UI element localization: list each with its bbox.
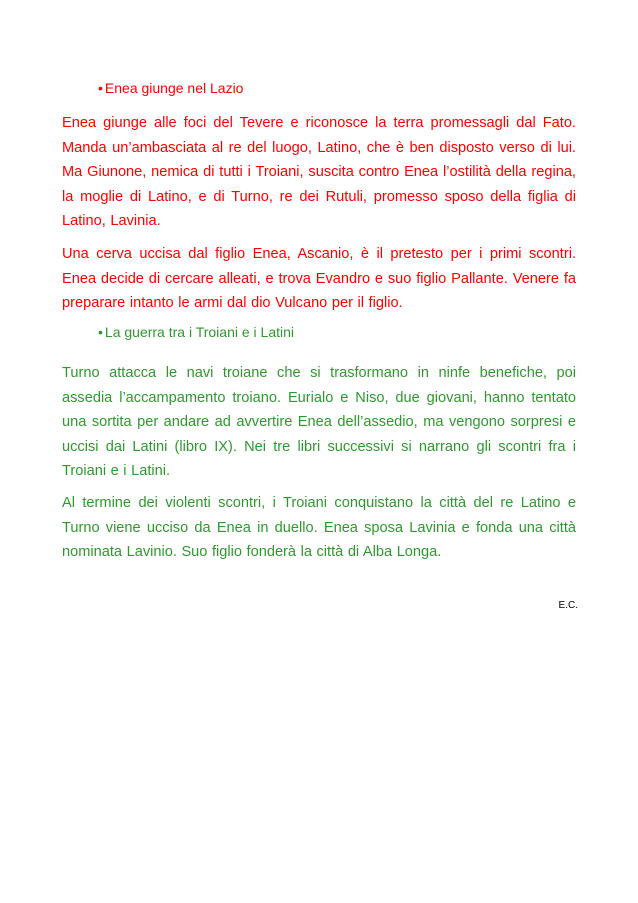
- section1-paragraph-2: Una cerva uccisa dal figlio Enea, Ascanio, è il pretesto per i primi scontri. Enea decide di cercare alleati, e trova Evandro e suo figlio Pallante. Venere fa preparare intanto le armi dal dio Vulcano per il figlio.: [62, 246, 576, 311]
- section2-paragraph-1: Turno attacca le navi troiane che si trasformano in ninfe benefiche, poi assedia l’accampamento troiano. Eurialo e Niso, due giovani, hanno tentato una sortita per andare ad avvertire Enea dell’assedio, ma vengono sorpresi e uccisi dai Latini (libro IX). Nei tre libri successivi si narrano gli scontri fra i Troiani e i Latini.: [62, 365, 576, 479]
- section2-heading-text: La guerra tra i Troiani e i Latini: [104, 324, 295, 340]
- section1-heading: [98, 78, 243, 98]
- section1-paragraph-1: Enea giunge alle foci del Tevere e riconosce la terra promessagli dal Fato. Manda un’ambasciata al re del luogo, Latino, che è ben disposto verso di lui. Ma Giunone, nemica di tutti i Troiani, suscita contro Enea l’ostilità della regina, la moglie di Latino, e di Turno, re dei Rutuli, promesso sposo della figlia di Latino, Lavinia.: [62, 115, 576, 229]
- bullet-icon: •: [98, 80, 103, 96]
- section2-heading: [98, 322, 294, 342]
- signature-initials: E.C.: [558, 600, 578, 611]
- bullet-icon: •: [98, 324, 103, 340]
- section2-paragraph-2: Al termine dei violenti scontri, i Troiani conquistano la città del re Latino e Turno viene ucciso da Enea in duello. Enea sposa Lavinia e fonda una città nominata Lavinio. Suo figlio fonderà la città di Alba Longa.: [62, 495, 576, 560]
- section1-heading-text: Enea giunge nel Lazio: [104, 80, 244, 96]
